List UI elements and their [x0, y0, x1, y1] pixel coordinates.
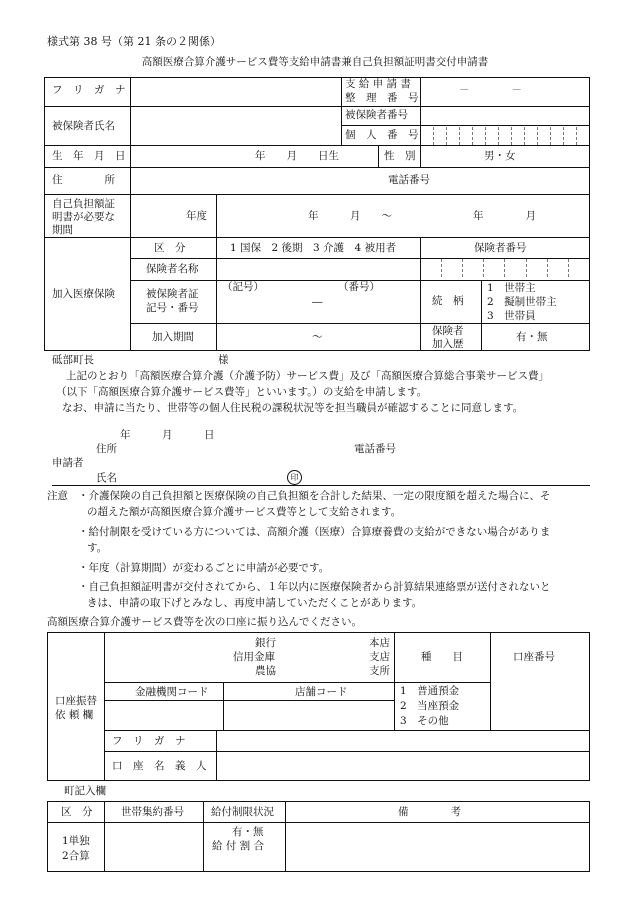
insurer-name-input[interactable]	[217, 259, 420, 280]
address-label: 住 所	[52, 174, 115, 186]
town-col-restriction: 給付制限状況	[211, 806, 274, 818]
insured-number-label: 被保険者番号	[345, 109, 408, 121]
note-1-line-2: の超えた額が高額医療合算介護サービス費等として支給されます。	[87, 506, 402, 518]
app-mgmt-value[interactable]: － －	[459, 84, 522, 96]
insured-name-input[interactable]	[131, 107, 341, 145]
period-join-value[interactable]: 〜	[312, 331, 323, 343]
account-number-input[interactable]	[491, 683, 589, 730]
furigana-input[interactable]	[131, 78, 341, 106]
notes-label: 注意	[47, 490, 68, 502]
furigana-label: フ リ ガ ナ	[52, 84, 126, 96]
insurance-category-options[interactable]: 1 国保 2 後期 3 介護 4 被用者	[230, 242, 397, 254]
statement-bottom-rule	[52, 485, 590, 486]
insurance-section-label: 加入医療保険	[52, 288, 115, 300]
form-number: 様式第 38 号（第 21 条の２関係）	[47, 35, 221, 48]
app-mgmt-label-1: 支 給 申 請 書	[345, 78, 411, 90]
phone-label: 電話番号	[388, 174, 430, 186]
branch-type-office[interactable]: 支所	[369, 665, 390, 677]
insured-number-input[interactable]	[421, 107, 589, 125]
relation-option-3[interactable]: 3 世帯員	[487, 310, 536, 322]
inst-type-bank[interactable]: 銀行	[255, 637, 276, 649]
history-label-2: 加入歴	[432, 338, 464, 350]
town-category-2: 2合算	[62, 850, 90, 862]
applicant-address-label: 住所	[96, 443, 117, 455]
period-fiscal-year[interactable]: 年度	[186, 210, 207, 222]
branch-type-head[interactable]: 本店	[369, 637, 390, 649]
relation-label: 続 柄	[432, 295, 464, 307]
holder-furigana-input[interactable]	[217, 731, 589, 751]
card-symbol-dash[interactable]: ―	[312, 296, 323, 308]
period-to[interactable]: 年 月	[473, 210, 536, 222]
card-label-2: 記号・番号	[146, 302, 199, 314]
period-label-2: 明書が必要な	[52, 211, 115, 223]
note-4-line-2: きは、申請の取下げとみなし、再度申請していただくことがあります。	[87, 597, 423, 609]
bank-intro: 高額医療合算介護サービス費等を次の口座に振り込んでください。	[47, 616, 362, 628]
insured-name-label: 被保険者氏名	[52, 120, 115, 132]
town-col-household: 世帯集約番号	[121, 806, 184, 818]
town-col-category: 区 分	[61, 806, 93, 818]
dob-value[interactable]: 年 月 日生	[255, 150, 339, 162]
personal-number-label: 個 人 番 号	[345, 129, 419, 141]
form-title: 高額医療合算介護サービス費等支給申請書兼自己負担額証明書交付申請書	[141, 56, 489, 68]
applicant-phone-label: 電話番号	[354, 443, 396, 455]
relation-option-1[interactable]: 1 世帯主	[487, 282, 536, 294]
relation-option-2[interactable]: 2 擬制世帯主	[487, 296, 557, 308]
period-label-3: 期間	[52, 224, 73, 236]
sex-label: 性 別	[384, 150, 416, 162]
account-type-current[interactable]: 2 当座預金	[400, 700, 460, 712]
holder-name-input[interactable]	[217, 752, 589, 780]
note-1-line-1: ・介護保険の自己負担額と医療保険の自己負担額を合計した結果、一定の限度額を超えた場合に、そ	[78, 490, 551, 502]
town-col-remarks: 備 考	[398, 806, 461, 818]
account-number-label: 口座番号	[513, 651, 555, 663]
account-type-label: 種 目	[421, 651, 463, 663]
bank-section-label-2: 依 頼 欄	[55, 709, 94, 721]
history-value[interactable]: 有・無	[516, 331, 548, 343]
insurer-name-label: 保険者名称	[146, 263, 199, 275]
note-4-line-1: ・自己負担額証明書が交付されてから、１年以内に医療保険者から計算結果連絡票が送付されないと	[78, 581, 551, 593]
branch-name-input[interactable]	[278, 633, 368, 682]
insurer-number-input[interactable]	[421, 259, 589, 280]
statement-line-2: （以下「高額医療合算介護サービス費等」といいます。）の支給を申請します。	[56, 386, 428, 398]
bank-section-label-1: 口座振替	[55, 695, 97, 707]
insurer-number-label: 保険者番号	[474, 242, 527, 254]
history-label-1: 保険者	[432, 325, 464, 337]
holder-name-label: 口 座 名 義 人	[112, 760, 207, 772]
application-date[interactable]: 年 月 日	[120, 429, 215, 441]
applicant-name-label: 氏名	[96, 472, 117, 484]
town-section-label: 町記入欄	[64, 785, 106, 797]
branch-code-input[interactable]	[224, 701, 394, 730]
sex-value[interactable]: 男・女	[484, 150, 516, 162]
note-3-line-1: ・年度（計算期間）が変わるごとに申請が必要です。	[78, 562, 330, 574]
inst-code-label: 金融機関コード	[135, 686, 209, 698]
applicant-label: 申請者	[52, 457, 84, 469]
period-label-1: 自己負担額証	[52, 198, 115, 210]
note-2-line-2: す。	[87, 542, 108, 554]
account-type-other[interactable]: 3 その他	[400, 715, 449, 727]
inst-type-credit[interactable]: 信用金庫	[233, 651, 275, 663]
card-symbol-label: （記号）	[222, 281, 264, 293]
card-number-label: （番号）	[338, 281, 380, 293]
town-restriction-1: 有・無	[232, 826, 264, 838]
town-restriction-2: 給 付 割 合	[212, 840, 265, 852]
branch-code-label: 店舗コード	[295, 686, 348, 698]
dob-label: 生 年 月 日	[52, 150, 126, 162]
app-mgmt-label-2: 整 理 番 号	[345, 92, 419, 104]
period-from[interactable]: 年 月 〜	[308, 210, 392, 222]
statement-line-3: なお、申請に当たり、世帯等の個人住民税の課税状況等を担当職員が確認することに同意します。	[62, 402, 524, 414]
holder-furigana-label: フ リ ガ ナ	[112, 735, 186, 747]
town-category-1: 1単独	[62, 835, 90, 847]
period-join-label: 加入期間	[152, 331, 194, 343]
seal-mark: 印	[287, 470, 302, 485]
account-type-ordinary[interactable]: 1 普通預金	[400, 685, 460, 697]
addressee-sama: 様	[218, 354, 229, 366]
insurance-category-label: 区 分	[154, 242, 186, 254]
personal-number-input[interactable]	[421, 126, 589, 145]
statement-line-1: 上記のとおり「高額医療合算介護（介護予防）サービス費」及び「高額医療合算総合事業サービス費」	[66, 370, 549, 382]
note-2-line-1: ・給付制限を受けている方については、高額介護（医療）合算療養費の支給ができない場合がありま	[78, 526, 551, 538]
inst-type-agri[interactable]: 農協	[255, 665, 276, 677]
inst-code-input[interactable]	[105, 701, 223, 730]
branch-type-branch[interactable]: 支店	[369, 651, 390, 663]
addressee: 砥部町長	[52, 354, 94, 366]
address-input[interactable]	[131, 168, 381, 194]
card-label-1: 被保険者証	[146, 288, 199, 300]
